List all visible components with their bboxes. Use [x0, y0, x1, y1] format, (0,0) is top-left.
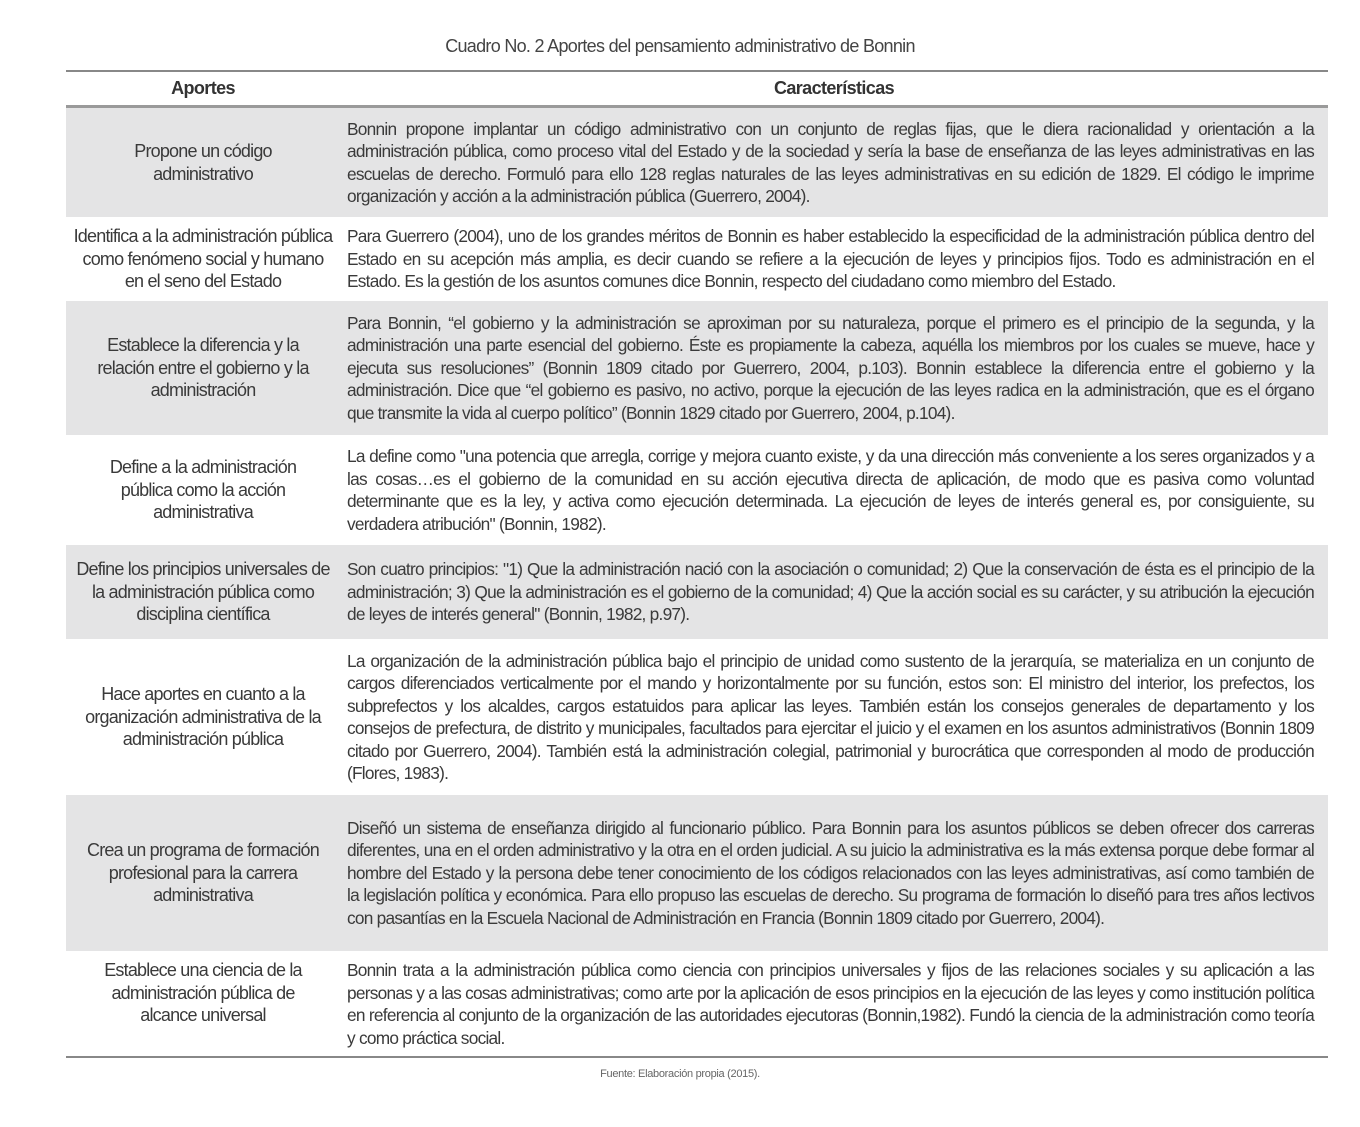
aporte-cell: Propone un código administrativo: [134, 141, 272, 184]
caracteristica-cell: La define como "una potencia que arregla, corrige y mejora cuanto existe, y da una dirección más conveniente a los seres organizados y a las cosas…es el gobierno de la comunidad en su acción ejecutiva directa de aplicación, de modo que es pasiva como voluntad determinante que es la ley, y activa como ejecución determinada. La ejecución de leyes de interés general es, por consiguiente, su verdadera atribución" (Bonnin, 1982).: [347, 446, 1314, 534]
caracteristica-cell: Bonnin trata a la administración pública como ciencia con principios universales y fijos de las relaciones sociales y su aplicación a las personas y a las cosas administrativas; como arte por la aplicación de esos principios en la ejecución de las leyes y como institución política en referencia al conjunto de la organización de las autoridades ejecutoras (Bonnin,1982). Fundó la ciencia de la administración como teoría y como práctica social.: [347, 960, 1314, 1048]
caracteristica-cell: Para Guerrero (2004), uno de los grandes méritos de Bonnin es haber establecido la especificidad de la administración pública dentro del Estado en su acepción más amplia, es decir cuando se refiere a la ejecución de leyes y principios fijos. Todo es administración en el Estado. Es la gestión de los asuntos comunes dice Bonnin, respecto del ciudadano como miembro del Estado.: [347, 226, 1314, 292]
table-row: [66, 217, 1328, 301]
aporte-cell: Hace aportes en cuanto a la organización administrativa de la administración pública: [85, 684, 321, 750]
aporte-cell: Establece la diferencia y la relación entre el gobierno y la administración: [97, 335, 309, 401]
aporte-cell: Crea un programa de formación profesional para la carrera administrativa: [87, 840, 319, 906]
table-row: [66, 951, 1328, 1056]
caracteristica-cell: La organización de la administración pública bajo el principio de unidad como sustento de la jerarquía, se materializa en un conjunto de cargos diferenciados verticalmente por el mando y horizontalmente por su función, estos son: El ministro del interior, los prefectos, los subprefectos y los alcaldes, cargos estatuidos para aplicar las leyes. También están los consejos generales de departamento y los consejos de prefectura, de distrito y municipales, facultados para ejercitar el juicio y el examen en los asuntos administrativos (Bonnin 1809 citado por Guerrero, 2004). También está la administración colegial, patrimonial y burocrática que corresponden al modo de producción (Flores, 1983).: [347, 650, 1314, 783]
table-row: [66, 108, 1328, 217]
table-title: Cuadro No. 2 Aportes del pensamiento administrativo de Bonnin: [445, 36, 915, 56]
aporte-cell: Define los principios universales de la administración pública como disciplina científica: [76, 559, 330, 625]
caracteristica-cell: Diseñó un sistema de enseñanza dirigido al funcionario público. Para Bonnin para los asuntos públicos se deben ofrecer dos carreras diferentes, una en el orden administrativo y la otra en el orden judicial. A su juicio la administrativa es la más extensa porque debe formar al hombre del Estado y la persona debe tener conocimiento de los códigos relacionados con las leyes administrativas, así como también de la legislación política y económica. Para ello propuso las escuelas de derecho. Su programa de formación lo diseñó para tres años lectivos con pasantías en la Escuela Nacional de Administración en Francia (Bonnin 1809 citado por Guerrero, 2004).: [347, 817, 1314, 928]
header-caracteristicas: Características: [773, 78, 895, 98]
header-aportes: Aportes: [171, 78, 235, 98]
caracteristica-cell: Son cuatro principios: "1) Que la administración nació con la asociación o comunidad; 2) Que la conservación de ésta es el principio de la administración; 3) Que la administración es el gobierno de la comunidad; 4) Que la acción social es su carácter, y su atribución la ejecución de leyes de interés general" (Bonnin, 1982, p.97).: [347, 559, 1314, 625]
caracteristica-cell: Para Bonnin, “el gobierno y la administración se aproximan por su naturaleza, porque el primero es el principio de la segunda, y la administración una parte esencial del gobierno. Éste es propiamente la cabeza, aquélla los miembros por los cuales se mueve, hace y ejecuta sus resoluciones” (Bonnin 1809 citado por Guerrero, 2004, p.103). Bonnin establece la diferencia entre el gobierno y la administración. Dice que “el gobierno es pasivo, no activo, porque la ejecución de las leyes radica en la administración, que es el órgano que transmite la vida al cuerpo político” (Bonnin 1829 citado por Guerrero, 2004, p.104).: [347, 312, 1314, 423]
aporte-cell: Identifica a la administración pública como fenómeno social y humano en el seno del Estado: [73, 226, 333, 292]
table-row: [66, 545, 1328, 639]
table-row: [66, 301, 1328, 435]
aporte-cell: Establece una ciencia de la administración pública de alcance universal: [104, 960, 302, 1025]
caracteristica-cell: Bonnin propone implantar un código administrativo con un conjunto de reglas fijas, que le diera racionalidad y orientación a la administración pública, como proceso vital del Estado y de la sociedad y sería la base de enseñanza de las leyes administrativas en las escuelas de derecho. Formuló para ello 128 reglas naturales de las leyes administrativas en su edición de 1829. El código le imprime organización y acción a la administración pública (Guerrero, 2004).: [347, 118, 1314, 206]
table-row: [66, 435, 1328, 545]
aportes-table: [66, 70, 1328, 1058]
table-header: [66, 72, 1328, 108]
aporte-cell: Define a la administración pública como la acción administrativa: [109, 457, 297, 523]
source-note: Fuente: Elaboración propia (2015).: [600, 1068, 760, 1080]
table-row: [66, 639, 1328, 795]
table-row: [66, 795, 1328, 951]
